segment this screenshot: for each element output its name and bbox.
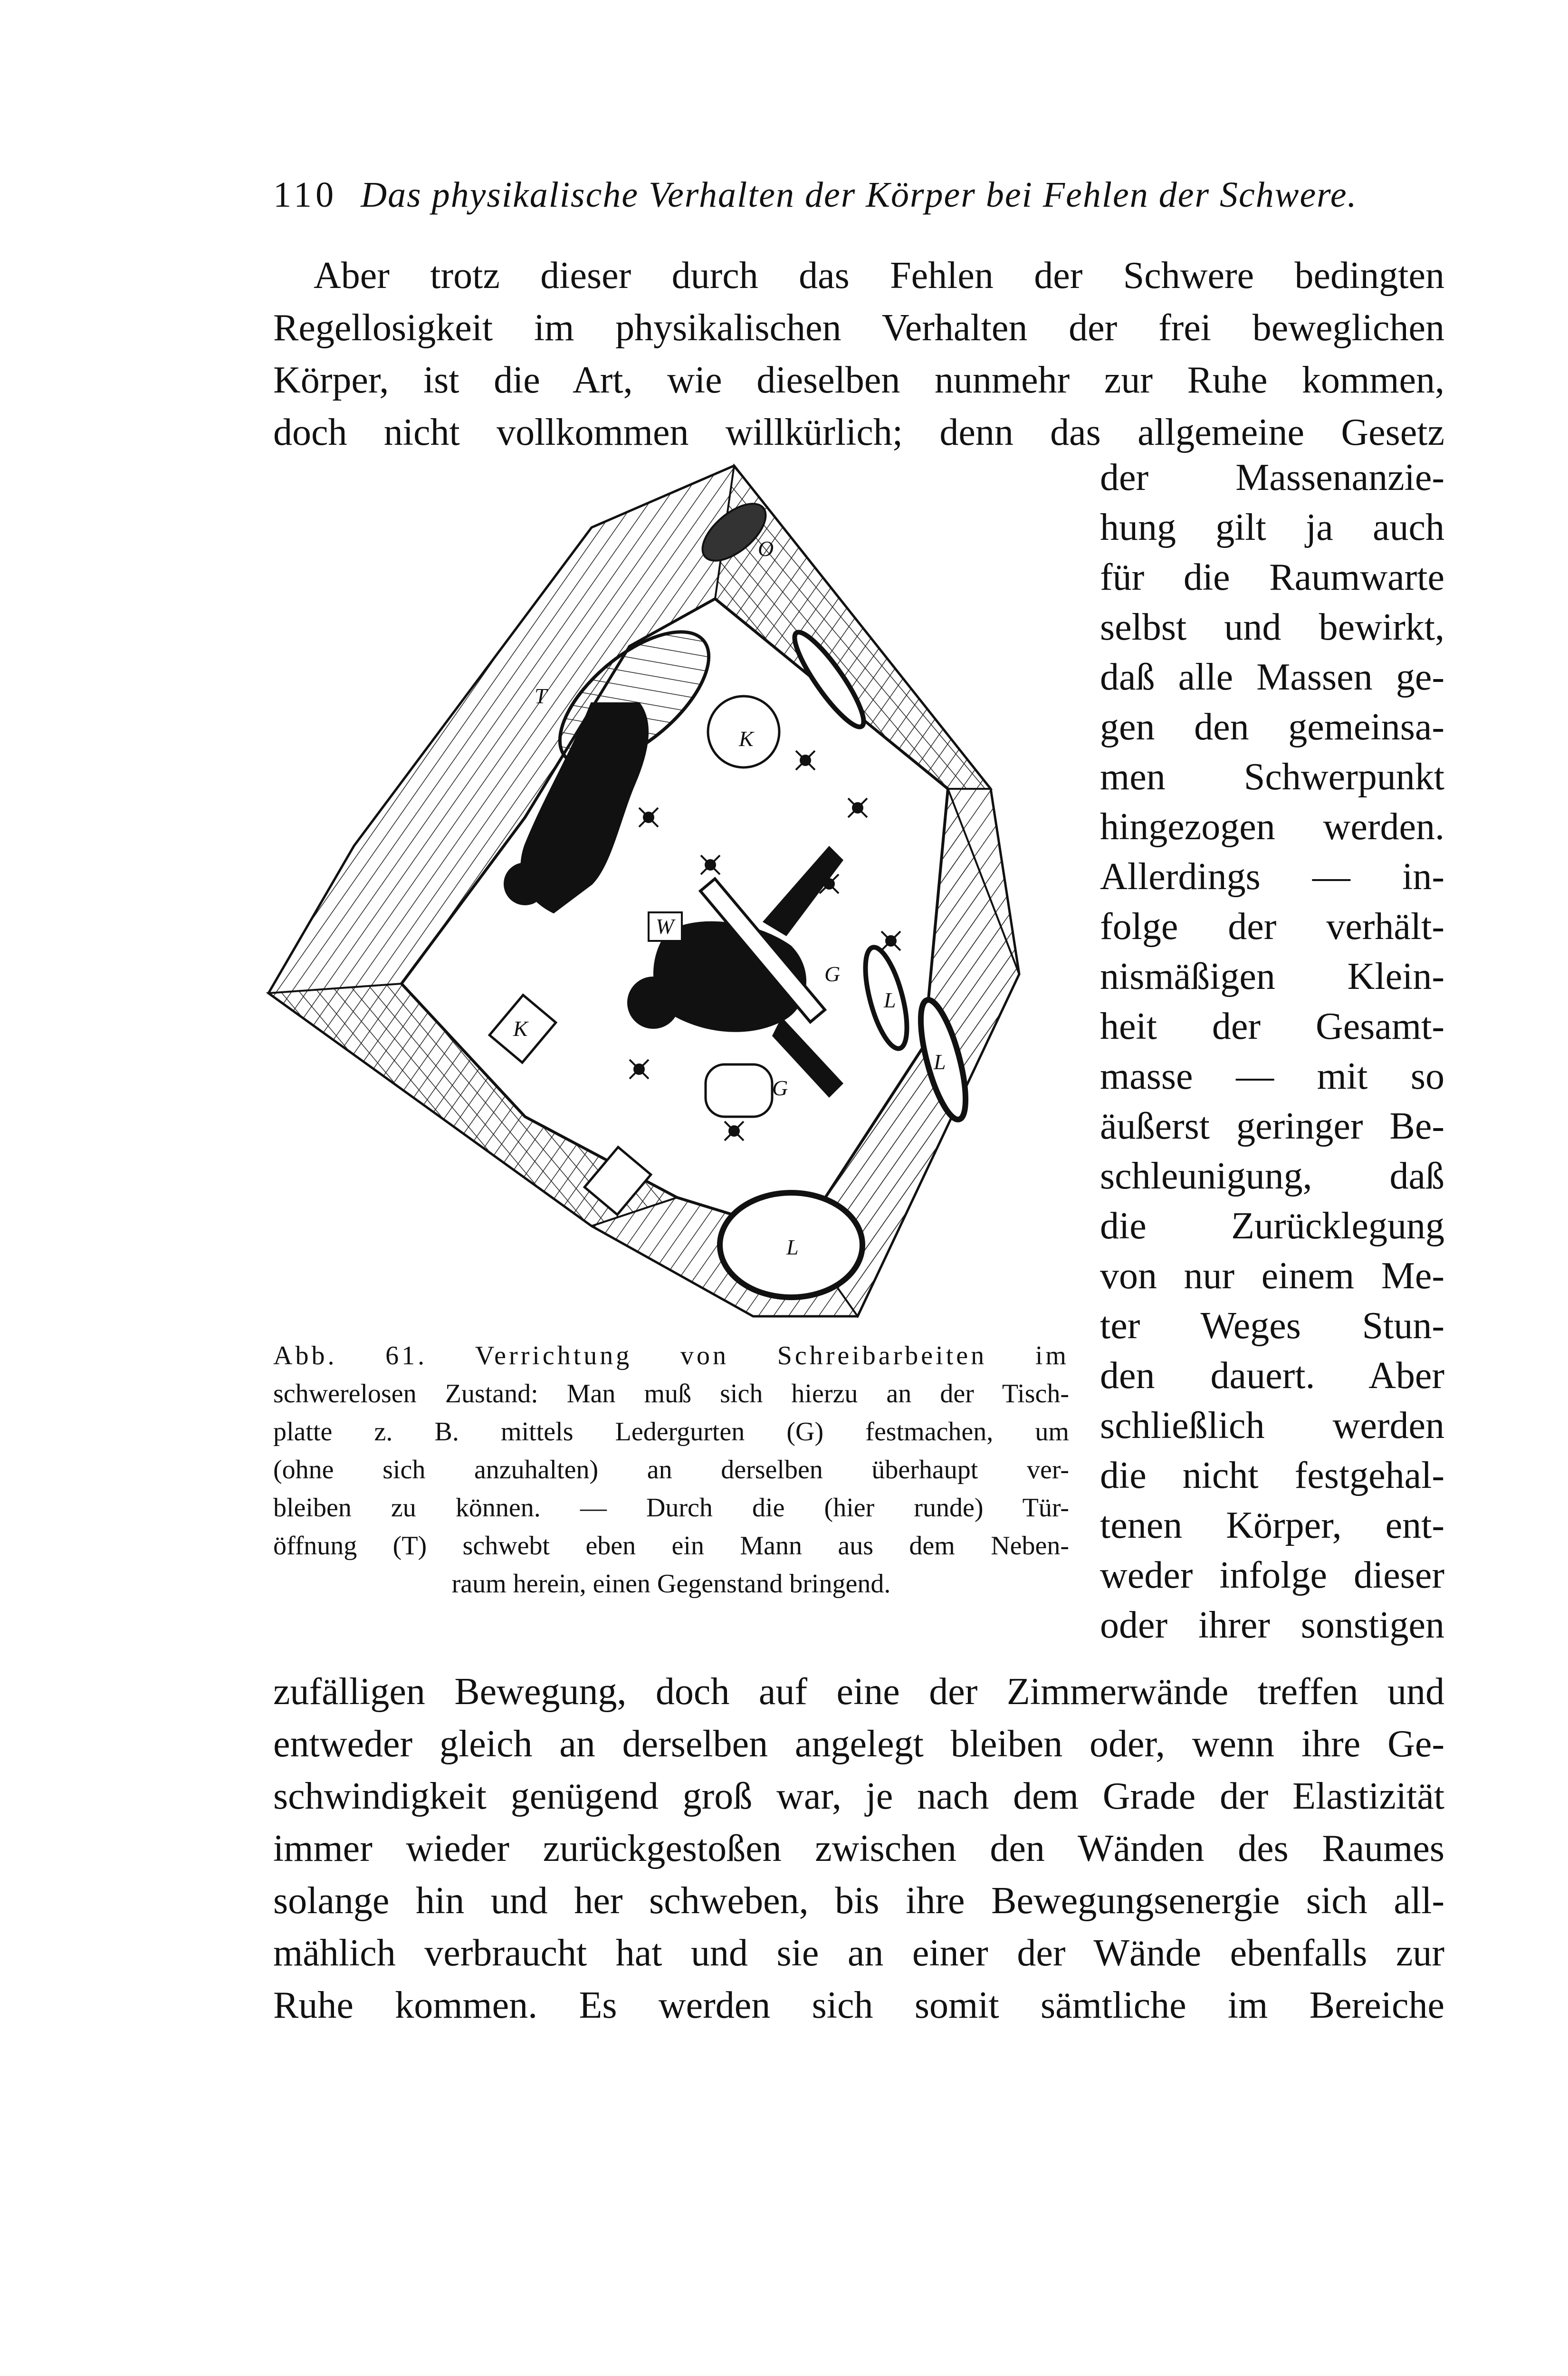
text-line: hingezogen werden. — [1100, 806, 1444, 848]
label-light-2: L — [934, 1050, 946, 1074]
figure-caption: bleiben zu können. — Durch die (hier runde) Tür- — [273, 1493, 1069, 1523]
running-head — [273, 171, 1358, 219]
figure-caption: Abb. 61. Verrichtung von Schreibarbeiten im — [273, 1341, 1069, 1370]
text-line: Regellosigkeit im physikalischen Verhalten der frei beweglichen — [273, 307, 1444, 349]
label-belt: G — [824, 962, 841, 986]
text-line: für die Raumwarte — [1100, 556, 1444, 598]
text-line: entweder gleich an derselben angelegt bleiben oder, wenn ihre Ge- — [273, 1723, 1444, 1765]
figure-caption: raum herein, einen Gegenstand bringend. — [451, 1569, 891, 1599]
text-line: folge der verhält- — [1100, 906, 1444, 948]
figure-caption: schwerelosen Zustand: Man muß sich hierzu an der Tisch- — [273, 1379, 1069, 1408]
text-line: Aber trotz dieser durch das Fehlen der Schwere bedingten — [314, 255, 1444, 297]
text-line: weder infolge dieser — [1100, 1554, 1444, 1596]
text-line: zufälligen Bewegung, doch auf eine der Zimmerwände treffen und — [273, 1671, 1444, 1713]
text-line: Ruhe kommen. Es werden sich somit sämtliche im Bereiche — [273, 1984, 1444, 2026]
text-line: gen den gemeinsa- — [1100, 706, 1444, 748]
text-line: tenen Körper, ent- — [1100, 1504, 1444, 1546]
text-line: solange hin und her schweben, bis ihre Bewegungsenergie sich all- — [273, 1880, 1444, 1922]
text-line: doch nicht vollkommen willkürlich; denn das allgemeine Gesetz — [273, 412, 1444, 453]
figure-caption: öffnung (T) schwebt eben ein Mann aus dem Neben- — [273, 1531, 1069, 1561]
figure-caption: platte z. B. mittels Ledergurten (G) festmachen, um — [273, 1417, 1069, 1447]
label-handle-k: K — [739, 727, 754, 751]
text-line: die Zurücklegung — [1100, 1205, 1444, 1247]
text-line: schleunigung, daß — [1100, 1155, 1444, 1197]
text-line: hung gilt ja auch — [1100, 507, 1444, 548]
label-light-3: L — [786, 1235, 799, 1259]
label-door: T — [535, 684, 547, 708]
text-line: daß alle Massen ge- — [1100, 656, 1444, 698]
text-line: die nicht festgehal- — [1100, 1455, 1444, 1496]
text-line: nismäßigen Klein- — [1100, 956, 1444, 997]
figure-caption: (ohne sich anzuhalten) an derselben überhaupt ver- — [273, 1455, 1069, 1485]
text-line: der Massenanzie- — [1100, 457, 1444, 498]
label-light-1: L — [884, 988, 896, 1012]
text-line: ter Weges Stun- — [1100, 1305, 1444, 1347]
weightless-room-drawing — [259, 456, 1088, 1326]
text-line: selbst und bewirkt, — [1100, 606, 1444, 648]
page-number: 110 — [273, 175, 338, 215]
text-line: schließlich werden — [1100, 1405, 1444, 1447]
text-line: oder ihrer sonstigen — [1100, 1604, 1444, 1646]
figure-illustration — [259, 456, 1088, 1326]
label-handle-k-2: K — [513, 1016, 528, 1041]
text-line: Allerdings — in- — [1100, 856, 1444, 898]
text-line: mählich verbraucht hat und sie an einer der Wände ebenfalls zur — [273, 1932, 1444, 1974]
text-line: den dauert. Aber — [1100, 1355, 1444, 1397]
label-opening: O — [758, 537, 774, 561]
text-line: men Schwerpunkt — [1100, 756, 1444, 798]
text-line: heit der Gesamt- — [1100, 1006, 1444, 1047]
running-title: Das physikalische Verhalten der Körper bei Fehlen der Schwere. — [361, 175, 1358, 215]
text-line: Körper, ist die Art, wie dieselben nunmehr zur Ruhe kommen, — [273, 359, 1444, 401]
text-line: von nur einem Me- — [1100, 1255, 1444, 1297]
text-line: schwindigkeit genügend groß war, je nach dem Grade der Elastizität — [273, 1775, 1444, 1817]
label-belt-2: G — [772, 1076, 788, 1100]
text-line: äußerst geringer Be- — [1100, 1105, 1444, 1147]
text-line: masse — mit so — [1100, 1055, 1444, 1097]
text-line: immer wieder zurückgestoßen zwischen den Wänden des Raumes — [273, 1828, 1444, 1869]
label-writing: W — [656, 914, 674, 939]
